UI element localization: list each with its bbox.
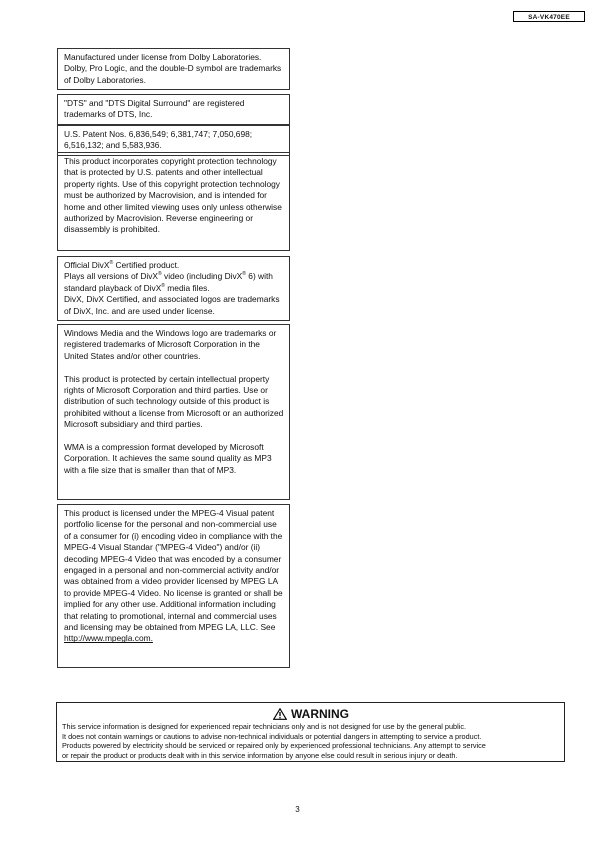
warning-title: WARNING <box>291 707 349 721</box>
divx-certified-line: Official DivX® Certified product. Plays all versions of DivX® video (including DivX® 6) with standard playback of DivX® media files. DivX, DivX Certified, and associated logos are trademarks of DivX, Inc. and are used under license. <box>64 260 280 316</box>
dts-notice-text: "DTS" and "DTS Digital Surround" are registered trademarks of DTS, Inc. <box>64 98 245 120</box>
wma-text: WMA is a compression format developed by Microsoft Corporation. It achieves the same sound quality as MP3 with a file size that is smaller than that of MP3. <box>64 442 272 475</box>
model-number-tag: SA-VK470EE <box>513 11 585 22</box>
warning-text: This service information is designed for experienced repair technicians only and is not designed for use by the general public. It does not contain warnings or cautions to advise non-technical individuals or potential dangers in attempting to service a product. Products powered by electricity should be serviced or repaired only by experienced professional technicians. Any attempt to service or repair the product or products dealt with in this service information by anyone else could result in serious injury or death. <box>62 722 486 760</box>
divx-notice <box>57 256 290 321</box>
mpegla-link[interactable]: http://www.mpegla.com. <box>64 633 153 644</box>
warning-triangle-icon <box>273 708 287 720</box>
warning-heading <box>62 707 560 721</box>
microsoft-ip-text: This product is protected by certain intellectual property rights of Microsoft Corporation and third parties. Use or distribution of such technology outside of this product is prohibited without a license from Microsoft or an authorized Microsoft subsidiary and third parties. <box>64 373 284 430</box>
windows-media-text: Windows Media and the Windows logo are trademarks or registered trademarks of Microsoft Corporation in the United States and/or other countries. <box>64 328 277 361</box>
page-number: 3 <box>295 805 300 814</box>
macrovision-notice <box>57 152 290 251</box>
dolby-notice-text: Manufactured under license from Dolby Laboratories. Dolby, Pro Logic, and the double-D symbol are trademarks of Dolby Laboratories. <box>64 52 282 85</box>
dts-notice <box>57 94 290 125</box>
mpeg4-notice <box>57 504 290 668</box>
mpeg4-notice-text: This product is licensed under the MPEG-4 Visual patent portfolio license for the personal and non-commercial use of a consumer for (i) encoding video in compliance with the MPEG-4 Visual Standar ("MPEG-4 Video") and/or (ii) decoding MPEG-4 Video that was encoded by a consumer engaged in a personal and non-commercial activity and/or was obtained from a video provider licensed by MPEG LA to provide MPEG-4 Video. No license is granted or shall be implied for any other use. Additional information including that relating to promotional, internal and commercial uses and licensing may be obtained from MPEG LA, LLC. See http://www.mpegla.com. <box>64 508 283 644</box>
dolby-notice <box>57 48 290 90</box>
patent-notice-text: U.S. Patent Nos. 6,836,549; 6,381,747; 7,050,698; 6,516,132; and 5,583,936. <box>64 129 253 151</box>
microsoft-notice <box>57 324 290 500</box>
warning-box <box>56 702 565 762</box>
macrovision-notice-text: This product incorporates copyright protection technology that is protected by U.S. patents and other intellectual property rights. Use of this copyright protection technology must be authorized by Macrovision, and is intended for home and other limited viewing uses only unless otherwise authorized by Macrovision. Reverse engineering or disassembly is prohibited. <box>64 156 282 235</box>
